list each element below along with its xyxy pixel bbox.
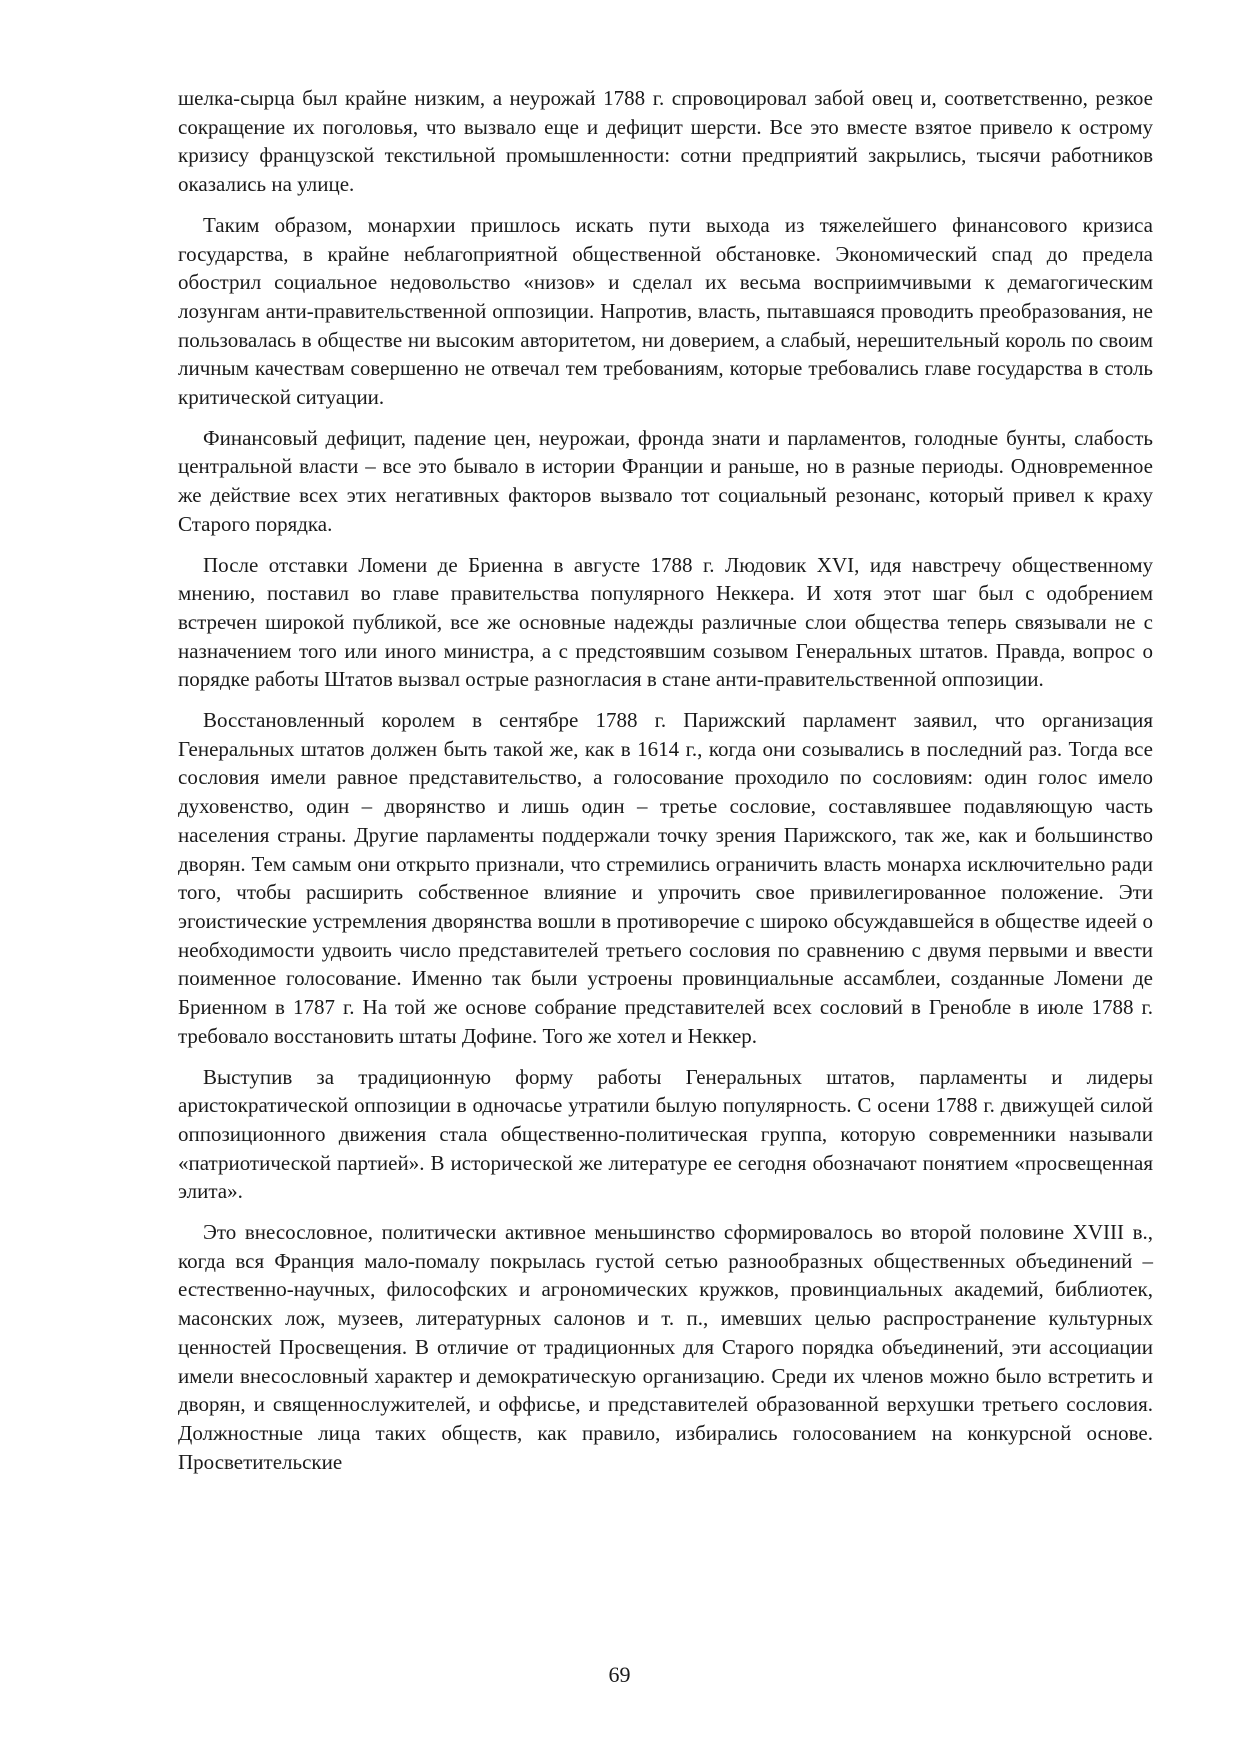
paragraph-1: шелка-сырца был крайне низким, а неурожай 1788 г. спровоцировал забой овец и, соответственно, резкое сокращение их поголовья, что вызвало еще и дефицит шерсти. Все это вместе взятое привело к острому кризису французской текстильной промышленности: сотни предприятий закрылись, тысячи работников оказались на улице.	[178, 86, 1153, 197]
page-number: 69	[608, 1662, 631, 1687]
paragraph-4: После отставки Ломени де Бриенна в августе 1788 г. Людовик XVI, идя навстречу общественному мнению, поставил во главе правительства популярного Неккера. И хотя этот шаг был с одобрением встречен широкой публикой, все же основные надежды различные слои общества теперь связывали не с назначением того или иного министра, а с предстоявшим созывом Генеральных штатов. Правда, вопрос о порядке работы Штатов вызвал острые разногласия в стане анти-правительственной оппозиции.	[178, 552, 1153, 692]
paragraph-6: Выступив за традиционную форму работы Генеральных штатов, парламенты и лидеры аристократической оппозиции в одночасье утратили былую популярность. С осени 1788 г. движущей силой оппозиционного движения стала общественно-политическая группа, которую современники называли «патриотической партией». В исторической же литературе ее сегодня обозначают понятием «просвещенная элита».	[178, 1064, 1153, 1204]
page-body	[178, 84, 1153, 1488]
paragraph-3: Финансовый дефицит, падение цен, неурожаи, фронда знати и парламентов, голодные бунты, слабость центральной власти – все это бывало в истории Франции и раньше, но в разные периоды. Одновременное же действие всех этих негативных факторов вызвало тот социальный резонанс, который привел к краху Старого порядка.	[178, 425, 1153, 536]
paragraph-2: Таким образом, монархии пришлось искать пути выхода из тяжелейшего финансового кризиса государства, в крайне неблагоприятной общественной обстановке. Экономический спад до предела обострил социальное недовольство «низов» и сделал их весьма восприимчивыми к демагогическим лозунгам анти-правительственной оппозиции. Напротив, власть, пытавшаяся проводить преобразования, не пользовалась в обществе ни высоким авторитетом, ни доверием, а слабый, нерешительный король по своим личным качествам совершенно не отвечал тем требованиям, которые требовались главе государства в столь критической ситуации.	[178, 212, 1153, 410]
paragraph-7: Это внесословное, политически активное меньшинство сформировалось во второй половине XVIII в., когда вся Франция мало-помалу покрылась густой сетью разнообразных общественных объединений – естественно-научных, философских и агрономических кружков, провинциальных академий, библиотек, масонских лож, музеев, литературных салонов и т. п., имевших целью распространение культурных ценностей Просвещения. В отличие от традиционных для Старого порядка объединений, эти ассоциации имели внесословный характер и демократическую организацию. Среди их членов можно было встретить и дворян, и священнослужителей, и оффисье, и представителей образованной верхушки третьего сословия. Должностные лица таких обществ, как правило, избирались голосованием на конкурсной основе. Просветительские	[178, 1220, 1153, 1474]
paragraph-5: Восстановленный королем в сентябре 1788 г. Парижский парламент заявил, что организация Генеральных штатов должен быть такой же, как в 1614 г., когда они созывались в последний раз. Тогда все сословия имели равное представительство, а голосование проходило по сословиям: один голос имело духовенство, один – дворянство и лишь один – третье сословие, составлявшее подавляющую часть населения страны. Другие парламенты поддержали точку зрения Парижского, так же, как и большинство дворян. Тем самым они открыто признали, что стремились ограничить власть монарха исключительно ради того, чтобы расширить собственное влияние и упрочить свое привилегированное положение. Эти эгоистические устремления дворянства вошли в противоречие с широко обсуждавшейся в обществе идеей о необходимости удвоить число представителей третьего сословия по сравнению с двумя первыми и ввести поименное голосование. Именно так были устроены провинциальные ассамблеи, созданные Ломени де Бриенном в 1787 г. На той же основе собрание представителей всех сословий в Гренобле в июле 1788 г. требовало восстановить штаты Дофине. Того же хотел и Неккер.	[178, 708, 1153, 1048]
